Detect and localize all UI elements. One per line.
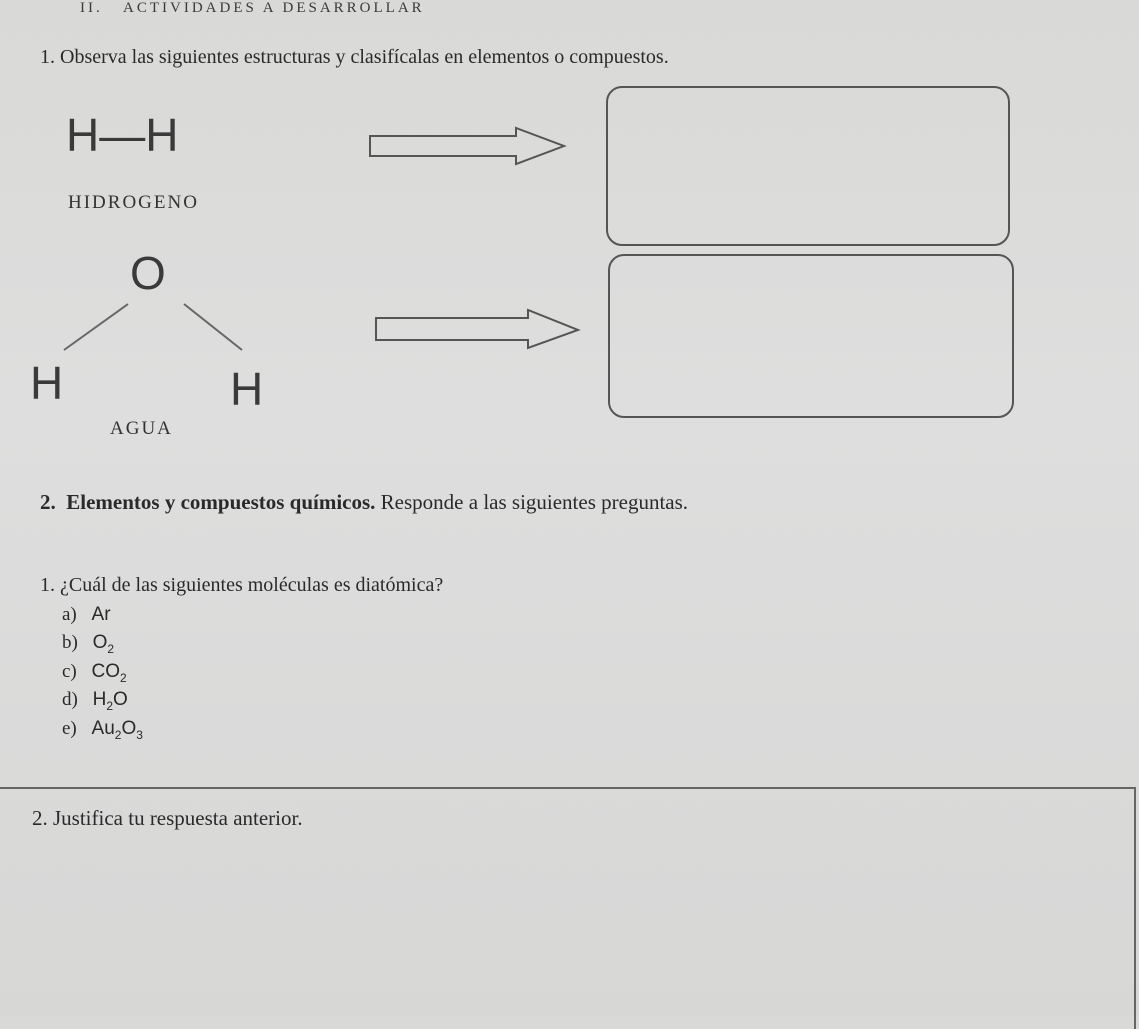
section-number: II. [80, 0, 103, 16]
question2-title-bold: Elementos y compuestos químicos. [66, 490, 376, 514]
option-formula: $O_2$ [92, 632, 115, 656]
water-label: AGUA [110, 418, 173, 439]
option-letter: c) [62, 661, 77, 682]
option-letter: d) [62, 689, 78, 710]
option-e[interactable] [62, 718, 143, 742]
option-letter: b) [62, 632, 78, 653]
arrow-icon [374, 306, 582, 352]
option-d[interactable] [62, 689, 128, 713]
option-a[interactable] [62, 604, 111, 626]
section-title: ACTIVIDADES A DESARROLLAR [123, 0, 425, 16]
question2-number: 2. [40, 490, 56, 514]
water-answer-box[interactable] [608, 254, 1014, 418]
option-formula: $H_2O$ [92, 689, 128, 713]
option-formula: $CO_2$ [91, 661, 127, 685]
arrow-icon [368, 124, 568, 168]
hydrogen-label: HIDROGENO [68, 192, 199, 213]
option-formula: Ar [91, 604, 111, 625]
hydrogen-answer-box[interactable] [606, 86, 1010, 246]
water-atom-hydrogen-left: H [30, 357, 64, 409]
water-bonds [60, 290, 250, 360]
option-letter: a) [62, 604, 77, 625]
water-atom-oxygen: O [130, 247, 166, 299]
option-formula: $Au_2O_3$ [91, 718, 143, 742]
hydrogen-formula: H—H [66, 109, 179, 161]
question2-title-rest: Responde a las siguientes preguntas. [375, 490, 689, 514]
mc-question: 1. ¿Cuál de las siguientes moléculas es diatómica? [40, 574, 444, 596]
water-atom-hydrogen-right: H [230, 363, 264, 415]
section-header [80, 0, 425, 17]
option-b[interactable] [62, 632, 114, 656]
option-letter: e) [62, 718, 77, 739]
option-c[interactable] [62, 661, 127, 685]
justify-title: 2. Justifica tu respuesta anterior. [32, 806, 303, 830]
question2-title [40, 490, 688, 515]
question1-title: 1. Observa las siguientes estructuras y clasifícalas en elementos o compuestos. [40, 46, 669, 68]
